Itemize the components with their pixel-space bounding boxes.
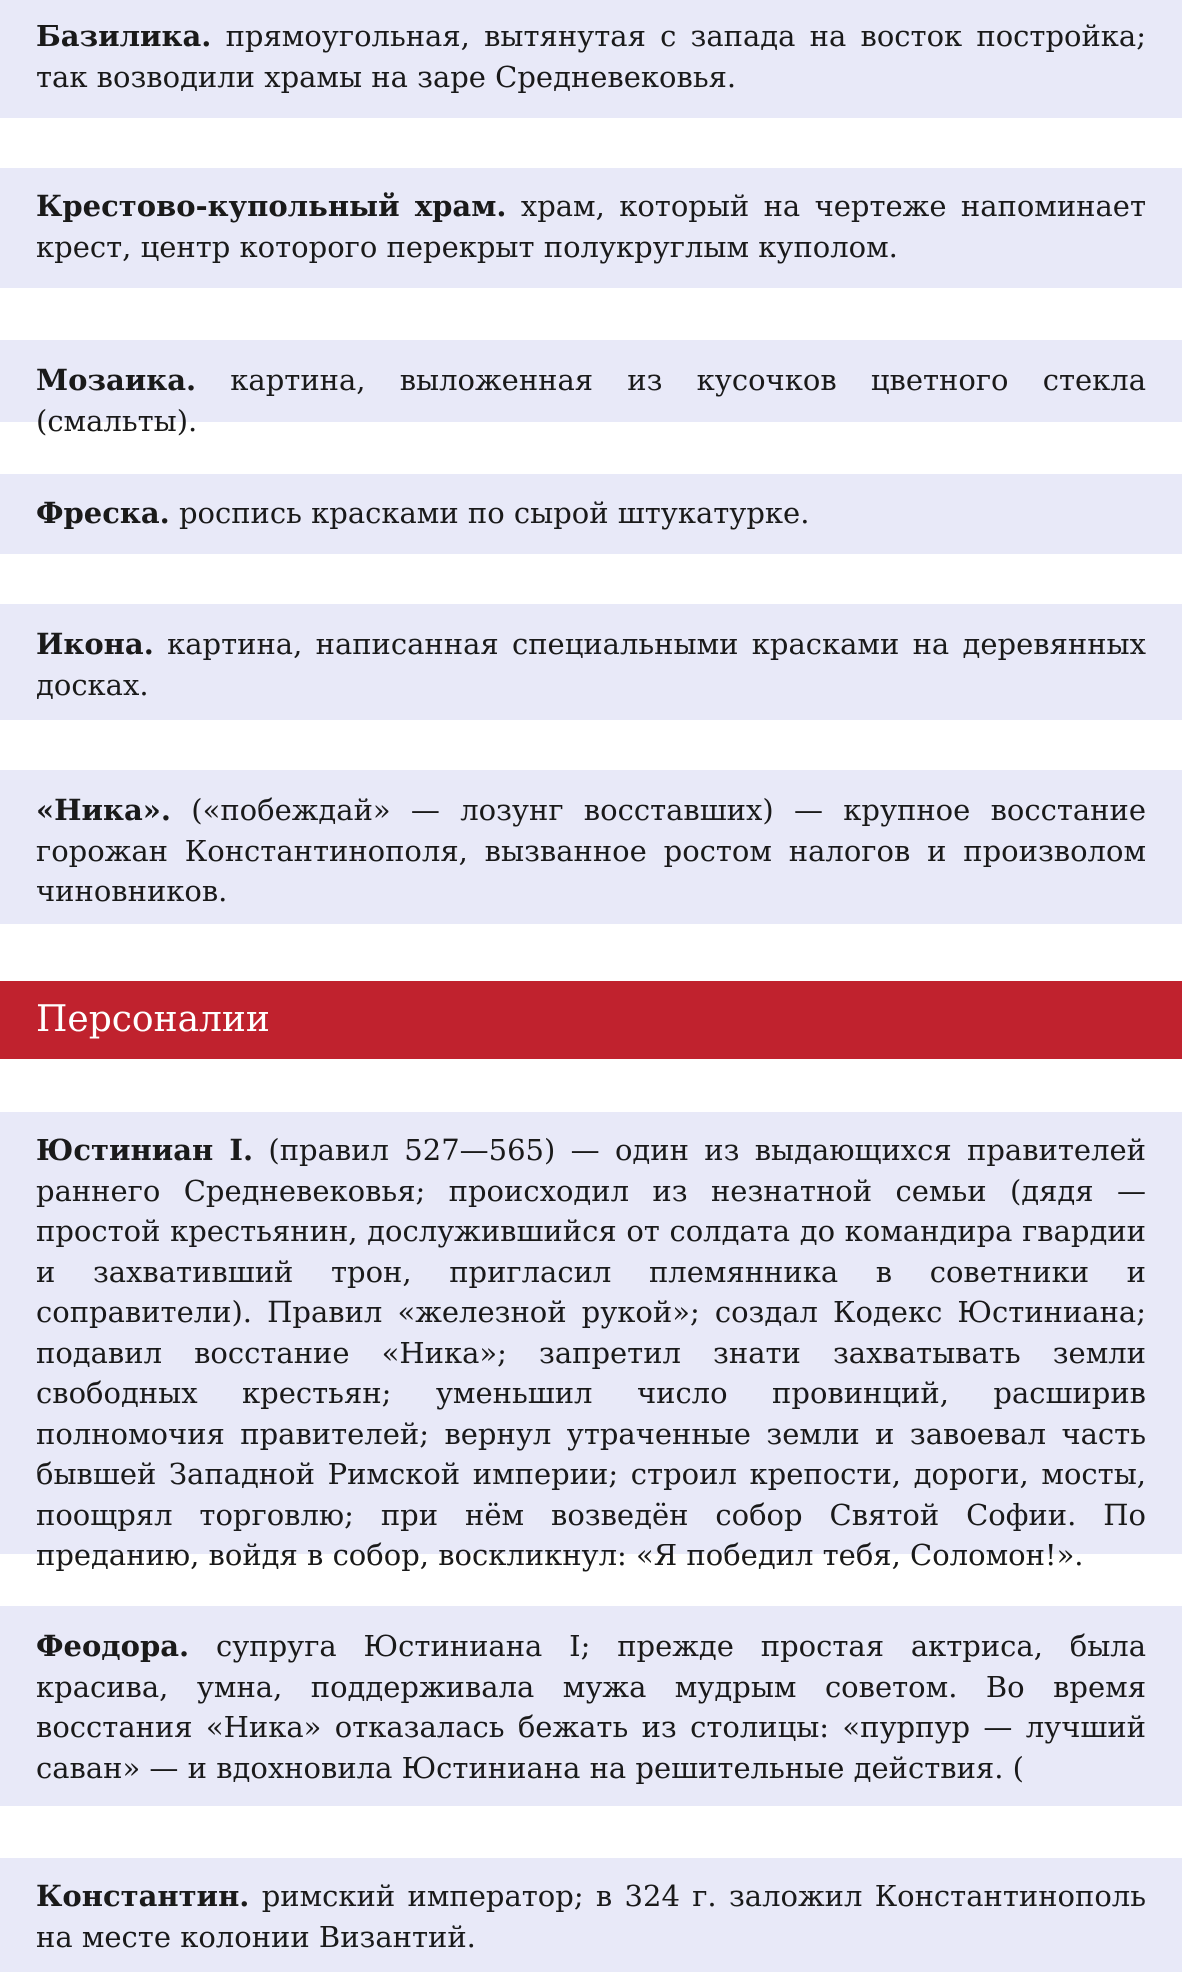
person-description: римский император; в 324 г. заложил Константинополь на месте колонии Византий. xyxy=(36,1879,1146,1954)
term-title: Крестово-купольный храм. xyxy=(36,189,507,223)
person-name: Феодора. xyxy=(36,1629,190,1663)
term-definition: храм, который на чертеже напоминает крест, центр которого перекрыт полукруглым куполом. xyxy=(36,189,1146,264)
person-card-theodora xyxy=(0,1606,1182,1806)
term-definition: («побеждай» — лозунг восставших) — крупное восстание горожан Константинополя, вызванное ростом налогов и произволом чиновников. xyxy=(36,793,1146,908)
term-title: «Ника». xyxy=(36,793,171,827)
term-definition: прямоугольная, вытянутая с запада на восток постройка; так возводили храмы на заре Средневековья. xyxy=(36,19,1146,94)
person-card-constantine xyxy=(0,1858,1182,1972)
term-title: Икона. xyxy=(36,627,154,661)
term-definition: картина, выложенная из кусочков цветного стекла (смальты). xyxy=(36,363,1146,438)
person-card-justinian xyxy=(0,1112,1182,1572)
term-title: Базилика. xyxy=(36,19,212,53)
term-card-icon xyxy=(0,604,1182,720)
term-card-nika xyxy=(0,770,1182,924)
term-title: Мозаика. xyxy=(36,363,197,397)
term-card-mosaic xyxy=(0,340,1182,438)
term-title: Фреска. xyxy=(36,496,170,530)
term-definition: роспись красками по сырой штукатурке. xyxy=(169,496,810,530)
person-name: Юстиниан I. xyxy=(36,1133,254,1167)
term-card-fresco xyxy=(0,474,1182,554)
term-definition: картина, написанная специальными красками на деревянных досках. xyxy=(36,627,1146,702)
section-banner-personalities: Персоналии xyxy=(0,981,1182,1059)
person-name: Константин. xyxy=(36,1879,250,1913)
term-card-basilica xyxy=(0,0,1182,118)
person-description: супруга Юстиниана I; прежде простая актриса, была красива, умна, поддерживала мужа мудрым советом. Во время восстания «Ника» отказалась бежать из столицы: «пурпур — лучший саван» — и вдохновила Юстиниана на решительные действия. ( xyxy=(36,1629,1146,1785)
term-card-cross-domed-church xyxy=(0,168,1182,288)
person-description: (правил 527—565) — один из выдающихся правителей раннего Средневековья; происходил из незнатной семьи (дядя — простой крестьянин, дослужившийся от солдата до командира гвардии и захвативший трон, пригласил племянника в советники и соправители). Правил «железной рукой»; создал Кодекс Юстиниана; подавил восстание «Ника»; запретил знати захватывать земли свободных крестьян; уменьшил число провинций, расширив полномочия правителей; вернул утраченные земли и завоевал часть бывшей Западной Римской империи; строил крепости, дороги, мосты, поощрял торговлю; при нём возведён собор Святой Софии. По преданию, войдя в собор, воскликнул: «Я победил тебя, Соломон!». xyxy=(36,1133,1146,1572)
